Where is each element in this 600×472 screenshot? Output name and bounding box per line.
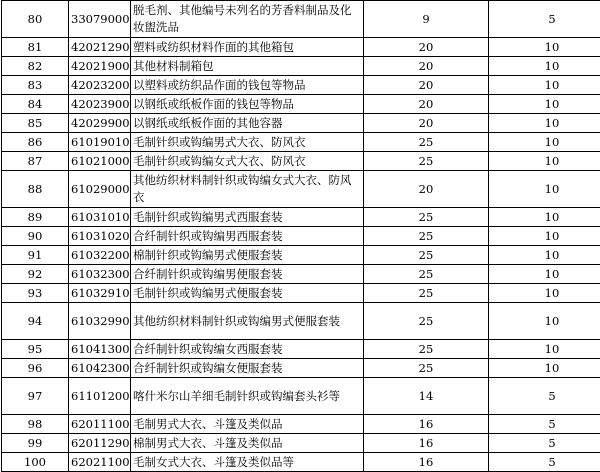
new-rate: 10 [489, 133, 600, 152]
row-number: 91 [2, 246, 69, 265]
goods-description: 毛制男式大衣、斗篷及类似品 [131, 415, 364, 434]
goods-description: 塑料或纺织材料作面的其他箱包 [131, 38, 364, 57]
new-rate: 10 [489, 171, 600, 208]
tariff-code: 42029900 [69, 114, 131, 133]
new-rate: 10 [489, 303, 600, 340]
goods-description: 其他纺织材料制针织或钩编女式大衣、防风衣 [131, 171, 364, 208]
table-row [2, 76, 600, 95]
table-row [2, 114, 600, 133]
goods-description: 合纤制针织或钩编女西服套装 [131, 340, 364, 359]
base-rate: 16 [364, 415, 489, 434]
base-rate: 20 [364, 171, 489, 208]
row-number: 94 [2, 303, 69, 340]
new-rate: 10 [489, 246, 600, 265]
new-rate: 5 [489, 434, 600, 453]
table-row [2, 38, 600, 57]
tariff-code: 61042300 [69, 359, 131, 378]
table-row [2, 378, 600, 415]
base-rate: 25 [364, 208, 489, 227]
goods-description: 毛制针织或钩编女式大衣、防风衣 [131, 152, 364, 171]
new-rate: 5 [489, 378, 600, 415]
row-number: 81 [2, 38, 69, 57]
tariff-code: 42021290 [69, 38, 131, 57]
row-number: 82 [2, 57, 69, 76]
base-rate: 25 [364, 284, 489, 303]
tariff-code: 62021100 [69, 453, 131, 472]
tariff-code: 61029000 [69, 171, 131, 208]
goods-description: 毛制针织或钩编男式便服套装 [131, 284, 364, 303]
new-rate: 10 [489, 38, 600, 57]
goods-description: 喀什米尔山羊细毛制针织或钩编套头衫等 [131, 378, 364, 415]
new-rate: 10 [489, 57, 600, 76]
goods-description: 其他材料制箱包 [131, 57, 364, 76]
table-row [2, 434, 600, 453]
goods-description: 以钢纸或纸板作面的其他容器 [131, 114, 364, 133]
row-number: 99 [2, 434, 69, 453]
table-row [2, 227, 600, 246]
new-rate: 10 [489, 152, 600, 171]
tariff-code: 61032990 [69, 303, 131, 340]
tariff-code: 61031020 [69, 227, 131, 246]
goods-description: 合纤制针织或钩编女便服套装 [131, 359, 364, 378]
tariff-code: 61021000 [69, 152, 131, 171]
new-rate: 10 [489, 284, 600, 303]
goods-description: 以钢纸或纸板作面的钱包等物品 [131, 95, 364, 114]
base-rate: 20 [364, 38, 489, 57]
new-rate: 5 [489, 453, 600, 472]
table-row [2, 1, 600, 38]
table-row [2, 453, 600, 472]
new-rate: 10 [489, 114, 600, 133]
row-number: 87 [2, 152, 69, 171]
new-rate: 10 [489, 359, 600, 378]
goods-description: 毛制针织或钩编男式西服套装 [131, 208, 364, 227]
goods-description: 毛制女式大衣、斗篷及类似品等 [131, 453, 364, 472]
goods-description: 脱毛剂、其他编号未列名的芳香料制品及化妆盥洗品 [131, 1, 364, 38]
base-rate: 16 [364, 434, 489, 453]
tariff-code: 62011100 [69, 415, 131, 434]
row-number: 95 [2, 340, 69, 359]
row-number: 89 [2, 208, 69, 227]
base-rate: 20 [364, 76, 489, 95]
table-row [2, 284, 600, 303]
row-number: 93 [2, 284, 69, 303]
row-number: 80 [2, 1, 69, 38]
tariff-code: 62011290 [69, 434, 131, 453]
row-number: 96 [2, 359, 69, 378]
base-rate: 25 [364, 265, 489, 284]
new-rate: 5 [489, 415, 600, 434]
table-row [2, 246, 600, 265]
row-number: 84 [2, 95, 69, 114]
tariff-code: 42023200 [69, 76, 131, 95]
table-row [2, 340, 600, 359]
goods-description: 合纤制针织或钩编男西服套装 [131, 227, 364, 246]
tariff-code: 61032300 [69, 265, 131, 284]
base-rate: 20 [364, 114, 489, 133]
table-row [2, 303, 600, 340]
table-row [2, 171, 600, 208]
row-number: 88 [2, 171, 69, 208]
tariff-code: 61032200 [69, 246, 131, 265]
base-rate: 14 [364, 378, 489, 415]
table-row [2, 208, 600, 227]
base-rate: 16 [364, 453, 489, 472]
base-rate: 20 [364, 57, 489, 76]
tariff-code: 61032910 [69, 284, 131, 303]
tariff-code: 61031010 [69, 208, 131, 227]
base-rate: 25 [364, 246, 489, 265]
row-number: 83 [2, 76, 69, 95]
new-rate: 10 [489, 265, 600, 284]
row-number: 97 [2, 378, 69, 415]
goods-description: 毛制针织或钩编男式大衣、防风衣 [131, 133, 364, 152]
base-rate: 9 [364, 1, 489, 38]
tariff-code: 33079000 [69, 1, 131, 38]
base-rate: 25 [364, 133, 489, 152]
base-rate: 20 [364, 95, 489, 114]
goods-description: 棉制男式大衣、斗篷及类似品 [131, 434, 364, 453]
goods-description: 其他纺织材料制针织或钩编男式便服套装 [131, 303, 364, 340]
tariff-table [1, 0, 600, 472]
tariff-code: 61101200 [69, 378, 131, 415]
row-number: 85 [2, 114, 69, 133]
goods-description: 以塑料或纺织品作面的钱包等物品 [131, 76, 364, 95]
row-number: 100 [2, 453, 69, 472]
table-row [2, 133, 600, 152]
table-row [2, 152, 600, 171]
table-row [2, 359, 600, 378]
table-row [2, 95, 600, 114]
base-rate: 25 [364, 227, 489, 246]
row-number: 90 [2, 227, 69, 246]
new-rate: 10 [489, 340, 600, 359]
table-row [2, 415, 600, 434]
row-number: 98 [2, 415, 69, 434]
new-rate: 10 [489, 208, 600, 227]
new-rate: 5 [489, 1, 600, 38]
table-row [2, 265, 600, 284]
base-rate: 25 [364, 152, 489, 171]
new-rate: 10 [489, 95, 600, 114]
row-number: 92 [2, 265, 69, 284]
table-row [2, 57, 600, 76]
base-rate: 25 [364, 303, 489, 340]
goods-description: 合纤制针织或钩编男便服套装 [131, 265, 364, 284]
tariff-code: 42023900 [69, 95, 131, 114]
tariff-code: 61041300 [69, 340, 131, 359]
tariff-code: 61019010 [69, 133, 131, 152]
row-number: 86 [2, 133, 69, 152]
new-rate: 10 [489, 227, 600, 246]
new-rate: 10 [489, 76, 600, 95]
tariff-code: 42021900 [69, 57, 131, 76]
goods-description: 棉制针织或钩编男式便服套装 [131, 246, 364, 265]
base-rate: 25 [364, 340, 489, 359]
base-rate: 25 [364, 359, 489, 378]
